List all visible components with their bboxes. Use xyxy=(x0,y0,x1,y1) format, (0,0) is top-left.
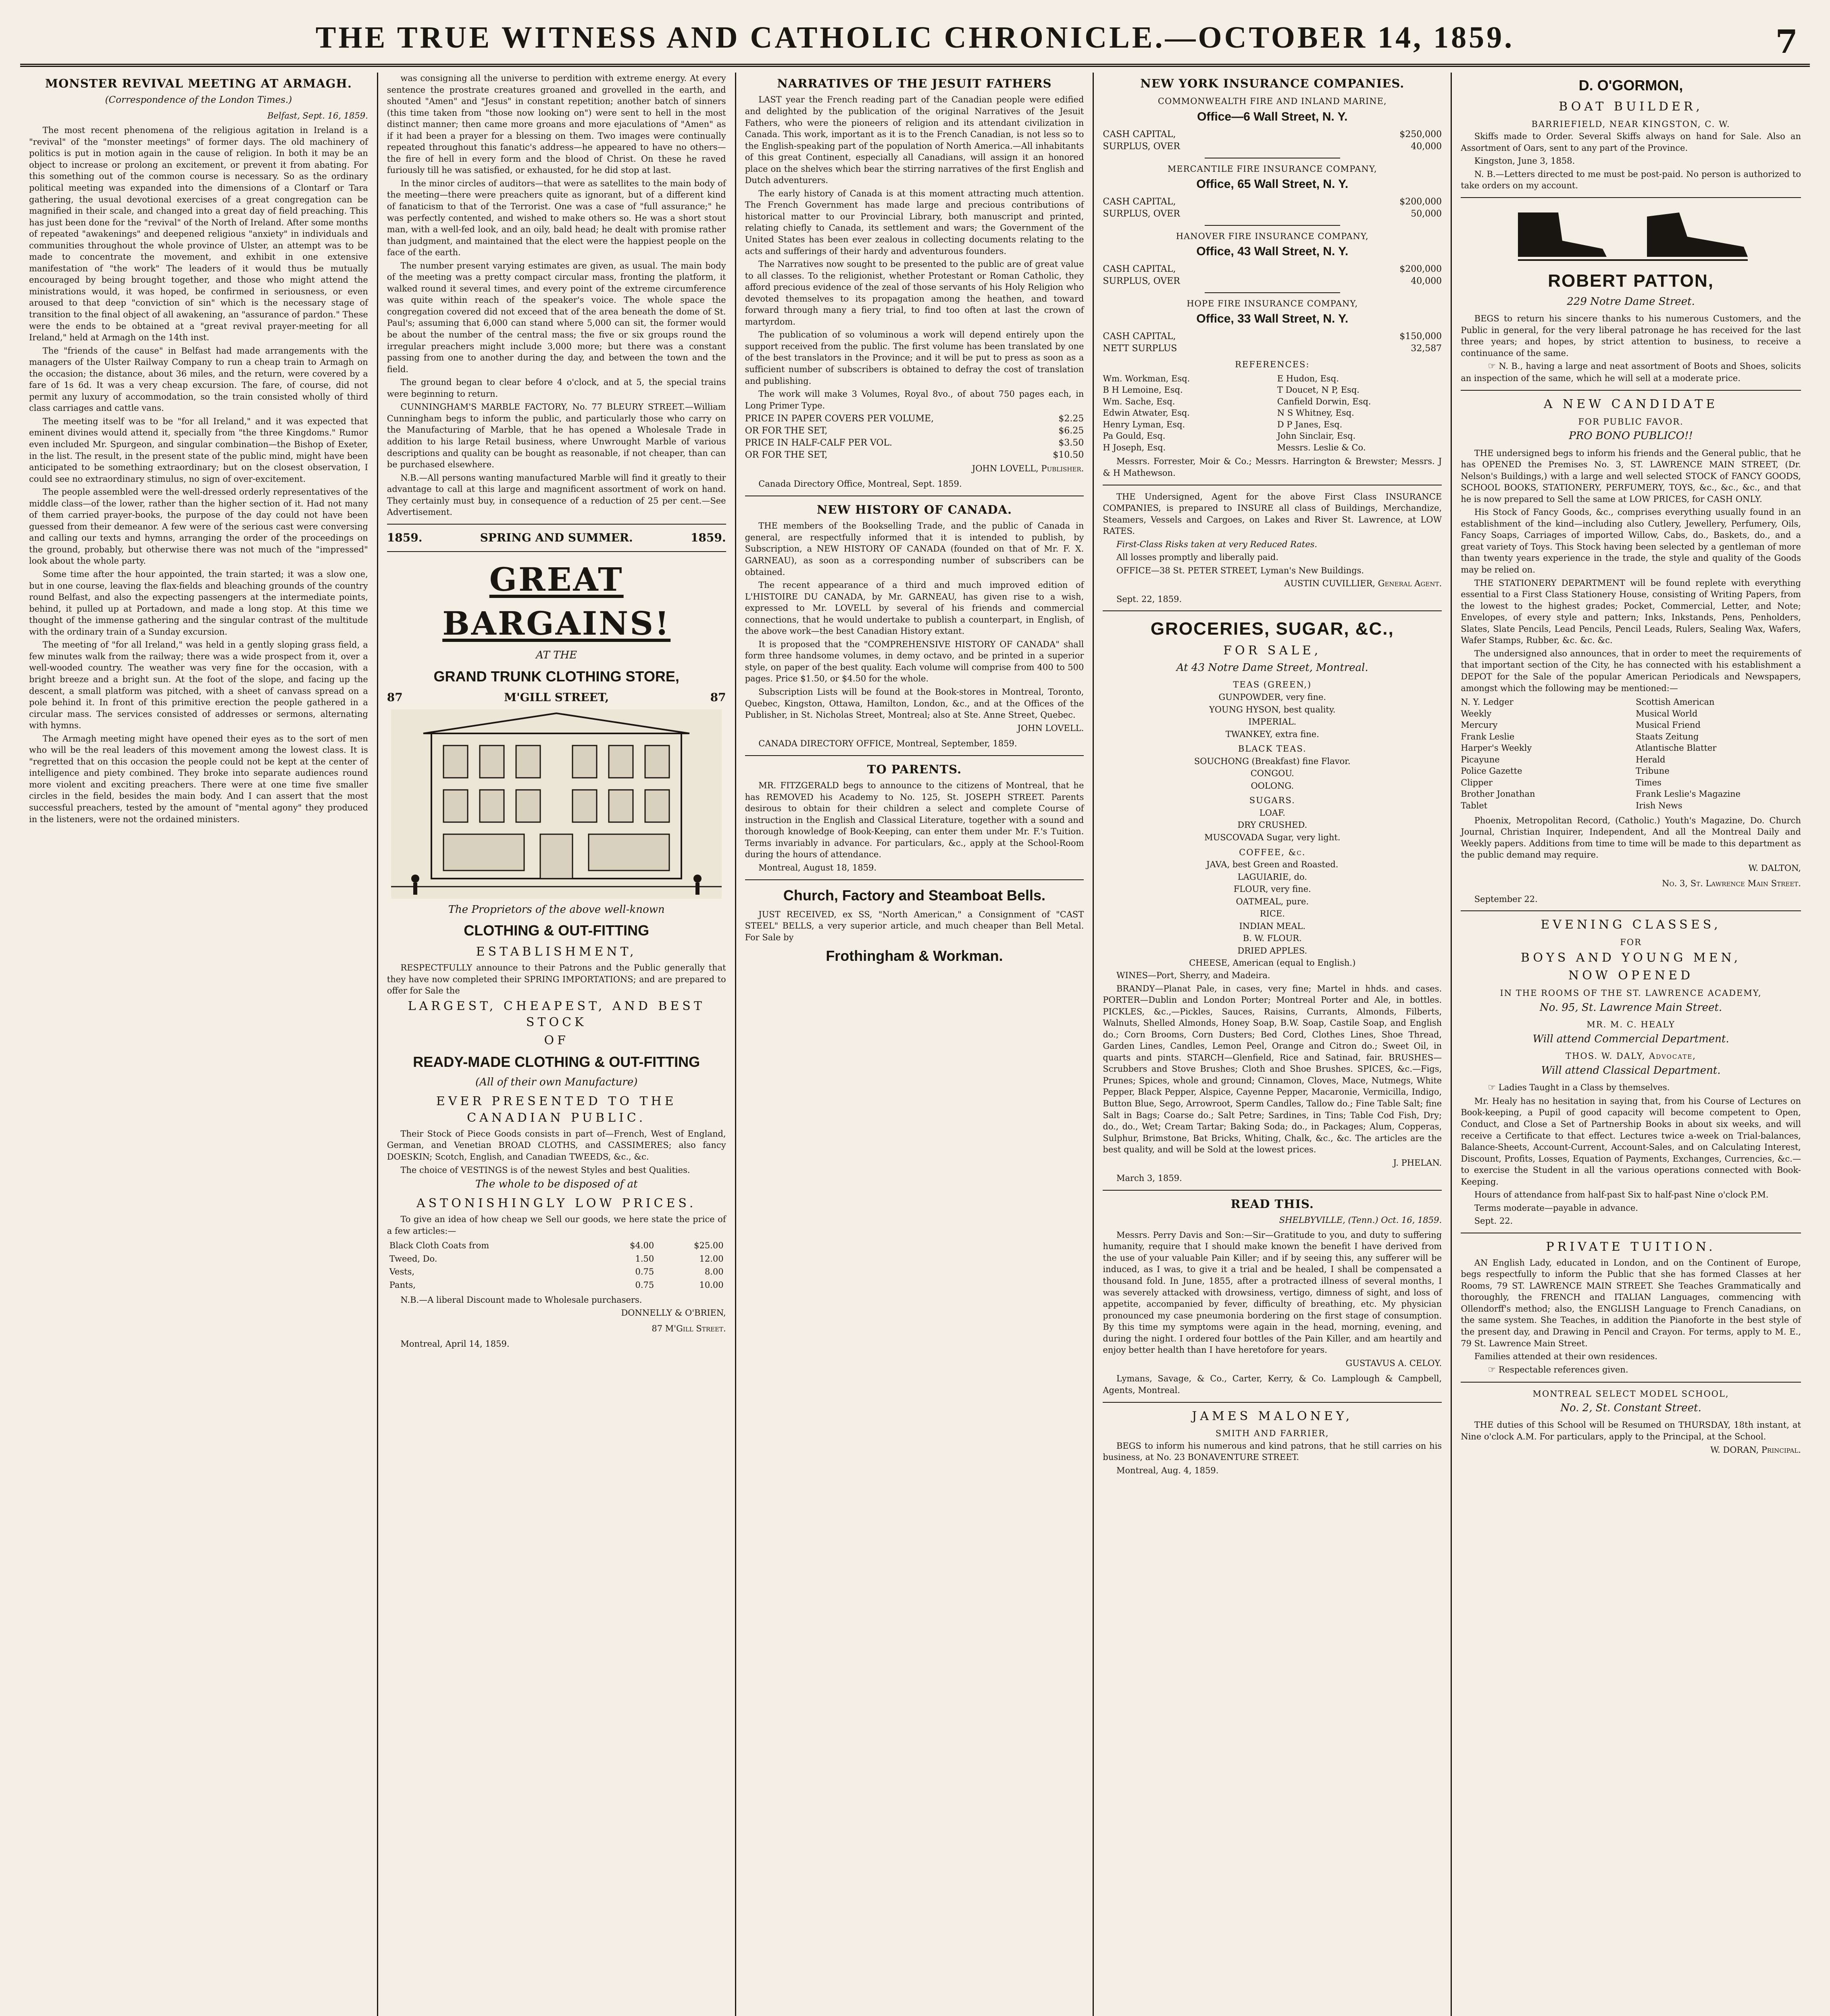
candidate-subtitle: FOR PUBLIC FAVOR. xyxy=(1578,417,1684,427)
dateline: Kingston, June 3, 1858. xyxy=(1474,156,1575,166)
paragraph: JUST RECEIVED, ex SS, "North American," a Consignment of "CAST STEEL" BELLS, a very superior article, and much cheaper than Bell Metal. For Sale by xyxy=(745,909,1084,942)
low-prices: ASTONISHINGLY LOW PRICES. xyxy=(416,1196,697,1211)
signature-address: No. 3, St. Lawrence Main Street. xyxy=(1662,879,1801,889)
column-3 xyxy=(736,73,1094,2016)
paragraph: N. B.—Letters directed to me must be post-paid. No person is authorized to take orders on my account. xyxy=(1461,169,1801,191)
paragraph: The meeting of "for all Ireland," was held in a gently sloping grass field, a few minutes walk from the railway; there was a wide prospect from it, over a well-wooded country. The weather was very fine for the occasion, with a bright breeze and a bright sun. At the foot of the slope, and facing up the descent, a small platform was pitched, with a sheet of canvass spread on a pole behind it. In front of this primitive erection the people gathered in a circular mass. The services consisted of addresses or sermons, alternating with hymns. xyxy=(29,640,368,731)
list-item: Weekly xyxy=(1461,708,1492,719)
page-number: 7 xyxy=(1775,23,1798,60)
reference: Henry Lyman, Esq. xyxy=(1103,419,1185,429)
paragraph: To give an idea of how cheap we Sell our goods, we here state the price of a few articles:— xyxy=(387,1214,726,1236)
paragraph: The most recent phenomena of the religious agitation in Ireland is a "revival" of the "monster meetings" of former days. The old machinery of politics is put in motion again in the cause of religion. In both it may be an object to increase or prolong an excitement, or prevent it from abating. For this something out of the common course is necessary. So as the ordinary political meeting was expanded into the dimensions of a Clontarf or Tara gathering, the usual devotional exercises of a great congregation can be magnified in their scale, and changed into a great day of field preaching. This has just been done for the "revival" of the North of Ireland. After some months of repeated "awakenings" and deepened religious "anxiety" in individuals and communities throughout the whole province of Ulster, an attempt was to be made to concentrate the movement, and exhibit in one extensive manifestation of "the work" The leaders of it would thus be mutually encouraged by being brought together, and those who might attend the ministrations would, it was hoped, be confirmed in seriousness, or even aroused to that deep "conviction of sin" which is the necessary stage of transition to the final object of all awakening, an "assurance of pardon." These were the ends to be obtained at a "great revival prayer-meeting for all Ireland," held at Armagh on the 14th inst. xyxy=(29,125,368,343)
dateline: March 3, 1859. xyxy=(1116,1173,1182,1183)
paragraph: Messrs. Perry Davis and Son:—Sir—Gratitude to you, and duty to suffering humanity, require that I should make known the benefit I have derived from the use of your valuable Pain Killer; and if by seeing this, any sufferer will be induced, as I was, to give it a trial and be healed, I shall be compensated a thousand fold. In June, 1855, after a protracted illness of several months, I was severely attacked with drowsiness, vertigo, dimness of sight, and loss of appetite, accompanied by fever, difficulty of breathing, etc. My physician pronounced my case pneumonia bordering on the first stage of consumption. By this time my symptoms were again in the head, morning, evening, and during the night. I ordered four bottles of the Pain Killer, and am heartily and enjoy better health than I have heretofore for years. xyxy=(1103,1230,1442,1355)
manufacture-note: (All of their own Manufacture) xyxy=(475,1076,638,1088)
paragraph: OFFICE—38 St. PETER STREET, Lyman's New Buildings. xyxy=(1116,565,1364,575)
paragraph: Subscription Lists will be found at the Book-stores in Montreal, Toronto, Quebec, Kingston, Ottawa, Hamilton, London, &c., and at the Offices of the Publisher, in St. Nicholas Street, Montreal; also at Ste. Anne Street, Quebec. xyxy=(745,687,1084,720)
teacher-name: MR. M. C. HEALY xyxy=(1586,1020,1675,1030)
pointing-hand-icon: ☞ xyxy=(1488,1083,1496,1093)
table-row: Vests, 0.75 8.00 xyxy=(389,1267,724,1277)
reference: H Joseph, Esq. xyxy=(1103,442,1166,452)
dateline: Sept. 22. xyxy=(1474,1216,1513,1226)
school-title: MONTREAL SELECT MODEL SCHOOL, xyxy=(1532,1389,1729,1399)
divider xyxy=(1461,197,1801,198)
divider xyxy=(1461,1382,1801,1383)
divider xyxy=(1103,1190,1442,1191)
boat-builder-title: BOAT BUILDER, xyxy=(1559,99,1703,114)
table-row: Pants, 0.75 10.00 xyxy=(389,1280,724,1290)
price-table xyxy=(387,1239,726,1291)
evening-now-open: NOW OPENED xyxy=(1568,968,1694,983)
paragraph: THE duties of this School will be Resumed on THURSDAY, 18th instant, at Nine o'clock A.M. For particulars, apply to the Principal, at the School. xyxy=(1461,1420,1801,1441)
company-name: HANOVER FIRE INSURANCE COMPANY, xyxy=(1176,231,1369,241)
surplus-line: SURPLUS, OVER 50,000 xyxy=(1103,208,1442,219)
list-item: Staats Zeitung xyxy=(1636,731,1699,741)
list-item: Picayune xyxy=(1461,754,1500,764)
insurance-company xyxy=(1103,298,1442,355)
insurance-company xyxy=(1103,231,1442,287)
reference: Pa Gould, Esq. xyxy=(1103,431,1166,441)
reference: B H Lemoine, Esq. xyxy=(1103,385,1183,395)
column-2 xyxy=(378,73,736,2016)
company-name: HOPE FIRE INSURANCE COMPANY, xyxy=(1187,298,1358,308)
paragraph: AN English Lady, educated in London, and on the Continent of Europe, begs respectfully to inform the Public that she has formed Classes at her Rooms, 79 ST. LAWRENCE MAIN STREET. She Teaches Grammatically and thoroughly, the FRENCH and ITALIAN Languages, commencing with Ollendorff's method; also, the ENGLISH Language to French Canadians, on the same system. She Teaches, in addition the Pianoforte in the best style of the present day, and Drawing in Pencil and Crayon. For terms, apply to M. E., 79 St. Lawrence Main Street. xyxy=(1461,1258,1801,1348)
paragraph: BEGS to return his sincere thanks to his numerous Customers, and the Public in general, for the very liberal patronage he has received for the last three years; and hopes, by strict attention to business, to receive a continuance of the same. xyxy=(1461,314,1801,358)
divider xyxy=(1103,610,1442,611)
goods-list xyxy=(1103,756,1442,792)
paragraph: All losses promptly and liberally paid. xyxy=(1116,552,1279,562)
list-item: FLOUR, very fine. xyxy=(1233,884,1311,894)
list-item: CHEESE, American (equal to English.) xyxy=(1189,958,1356,968)
article-title: MONSTER REVIVAL MEETING AT ARMAGH. xyxy=(45,77,352,90)
firm-name: DONNELLY & O'BRIEN, xyxy=(621,1308,726,1318)
paragraph: Their Stock of Piece Goods consists in part of—French, West of England, German, and Venetian BROAD CLOTHS, and CASSIMERES; also fancy DOESKIN; Scotch, English, and Canadian TWEEDS, &c., &c. xyxy=(387,1129,726,1162)
divider xyxy=(387,524,726,525)
price-line: OR FOR THE SET, $10.50 xyxy=(745,450,1084,460)
teacher-department: Will attend Commercial Department. xyxy=(1532,1033,1729,1045)
illustration-caption: The Proprietors of the above well-known xyxy=(448,903,665,916)
list-item: TWANKEY, extra fine. xyxy=(1225,729,1319,739)
list-item: Police Gazette xyxy=(1461,766,1522,776)
boot-icon xyxy=(1502,204,1760,265)
dateline: September 22. xyxy=(1474,894,1538,904)
column-4 xyxy=(1094,73,1452,2016)
list-item: Musical World xyxy=(1636,708,1698,719)
surplus-line: SURPLUS, OVER 40,000 xyxy=(1103,276,1442,286)
evening-address: No. 95, St. Lawrence Main Street. xyxy=(1539,1001,1722,1014)
reference: Canfield Dorwin, Esq. xyxy=(1277,396,1371,406)
divider xyxy=(745,879,1084,880)
firm-address: 87 M'Gill Street. xyxy=(652,1323,726,1333)
list-item: JAVA, best Green and Roasted. xyxy=(1206,860,1339,870)
paragraph: The ground began to clear before 4 o'clock, and at 5, the special trains were beginning to return. xyxy=(387,377,726,399)
list-item: Frank Leslie's Magazine xyxy=(1636,789,1741,799)
paragraph: Hours of attendance from half-past Six to half-past Nine o'clock P.M. xyxy=(1474,1190,1769,1200)
groceries-address: At 43 Notre Dame Street, Montreal. xyxy=(1176,662,1368,674)
list-item: Irish News xyxy=(1636,800,1682,810)
list-item: Tribune xyxy=(1636,766,1670,776)
paragraph: THE members of the Bookselling Trade, and the public of Canada in general, are respectfully informed that it is intended to publish, by Subscription, a NEW HISTORY OF CANADA (founded on that of Mr. F. X. GARNEAU), as soon as a corresponding number of subscribers can be obtained. xyxy=(745,521,1084,577)
list-item: Harper's Weekly xyxy=(1461,743,1532,753)
paragraph: The recent appearance of a third and much improved edition of L'HISTOIRE DU CANADA, by Mr. GARNEAU, has given rise to a wish, expressed to Mr. LOVELL by several of his friends and commercial connections, that he would undertake to publish a counterpart, in English, of the above work—the best Canadian History extant. xyxy=(745,580,1084,636)
paragraph: THE undersigned begs to inform his friends and the General public, that he has OPENED the Premises No. 3, ST. LAWRENCE MAIN STREET, (Dr. Nelson's Buildings,) with a large and well selected STOCK of FANCY GOODS, SCHOOL BOOKS, STATIONERY, PERFUMERY, TOYS, &c., &c., &c., and that he is now prepared to Sell the same at LOW PRICES, for CASH ONLY. xyxy=(1461,448,1801,504)
great-bargains-headline: GREAT BARGAINS! xyxy=(442,560,671,642)
office-line: Canada Directory Office, Montreal, Sept. 1859. xyxy=(758,479,962,489)
list-item: CONGOU. xyxy=(1250,768,1294,779)
paragraph: ☞ Ladies Taught in a Class by themselves. xyxy=(1461,1082,1801,1094)
signature: JOHN LOVELL. xyxy=(1017,723,1084,733)
divider xyxy=(1205,292,1340,293)
paragraph: Terms moderate—payable in advance. xyxy=(1474,1203,1638,1213)
list-item: INDIAN MEAL. xyxy=(1239,921,1306,931)
store-street xyxy=(387,690,726,705)
list-item: OOLONG. xyxy=(1251,781,1294,791)
smith-subtitle: SMITH AND FARRIER, xyxy=(1215,1429,1329,1439)
paragraph: The work will make 3 Volumes, Royal 8vo., of about 750 pages each, in Long Primer Type. xyxy=(745,389,1084,410)
establishment-subtitle: ESTABLISHMENT, xyxy=(476,945,637,959)
store-name: GRAND TRUNK CLOTHING STORE, xyxy=(433,668,679,685)
article-title: NARRATIVES OF THE JESUIT FATHERS xyxy=(777,77,1052,90)
reference: T Doucet, N P, Esq. xyxy=(1277,385,1359,395)
of-label: OF xyxy=(544,1033,569,1048)
paragraph: Some time after the hour appointed, the train started; it was a slow one, but in one course, leaving the flax-fields and bleaching grounds of the country round Belfast, and also the expecting passengers at the intermediate points, behind, it pulled up at Portadown, and made a long stop. At this time we thought of the immense gathering and the singular contrast of the multitude with the ordinary train of a Sunday excursion. xyxy=(29,569,368,637)
readymade-heading: READY-MADE CLOTHING & OUT-FITTING xyxy=(413,1053,700,1070)
tuition-title: PRIVATE TUITION. xyxy=(1546,1239,1716,1254)
goods-heading: TEAS (GREEN,) xyxy=(1233,680,1312,690)
list-item: Scottish American xyxy=(1636,697,1715,707)
paragraph: The publication of so voluminous a work will depend entirely upon the support received from the public. The first volume has been translated by one of the best translators in the Province; and it will be put to press as soon as a sufficient number of subscribers is obtained to defray the cost of translation and publishing. xyxy=(745,330,1084,386)
divider xyxy=(1205,225,1340,226)
signature: W. DALTON, xyxy=(1748,863,1801,873)
agent-signature: AUSTIN CUVILLIER, General Agent. xyxy=(1284,579,1442,589)
goods-heading: BLACK TEAS. xyxy=(1238,744,1307,754)
price-line: PRICE IN PAPER COVERS PER VOLUME, $2.25 xyxy=(745,414,1084,424)
paragraph: Lymans, Savage, & Co., Carter, Kerry, & Co. Lamplough & Campbell, Agents, Montreal. xyxy=(1103,1374,1442,1395)
ever-presented: EVER PRESENTED TO THE CANADIAN PUBLIC. xyxy=(436,1094,677,1125)
list-item: Atlantische Blatter xyxy=(1636,743,1717,753)
list-item: Frank Leslie xyxy=(1461,731,1515,741)
school-address: No. 2, St. Constant Street. xyxy=(1560,1402,1701,1414)
paragraph: The "friends of the cause" in Belfast had made arrangements with the managers of the Ulster Railway Company to run a cheap train to Armagh on the occasion; the distance, about 36 miles, and the return, were covered by a fare of 1s 6d. It was a very cheap excursion. The fare, of course, did not permit any luxury of accommodation, so the train consisted wholly of third class carriages and cattle vans. xyxy=(29,346,368,413)
goods-list xyxy=(1103,859,1442,969)
largest-stock: LARGEST, CHEAPEST, AND BEST STOCK xyxy=(408,999,705,1030)
list-item: DRIED APPLES. xyxy=(1237,946,1307,956)
paragraph: Mr. Healy has no hesitation in saying that, from his Course of Lectures on Book-keeping, a Pupil of good capacity will become competent to Open, Conduct, and Close a Set of Partnership Books in about six weeks, and will receive a Certificate to that effect. Lectures twice a-week on Trial-balances, Balance-Sheets, Account-Current, Account-Sales, and on Calculating Interest, Discount, Profits, Losses, Equation of Payments, Exchanges, Currencies, &c.—to exercise the Student in all the various operations connected with Book-Keeping. xyxy=(1461,1096,1801,1187)
goods-list xyxy=(1103,807,1442,843)
street-name: M'GILL STREET, xyxy=(504,690,609,704)
capital-line: CASH CAPITAL, $250,000 xyxy=(1103,129,1442,140)
season-line xyxy=(387,530,726,546)
column-5 xyxy=(1452,73,1810,2016)
paragraph: First-Class Risks taken at very Reduced Rates. xyxy=(1116,539,1318,549)
patton-address: 229 Notre Dame Street. xyxy=(1567,295,1695,308)
masthead-title: THE TRUE WITNESS AND CATHOLIC CHRONICLE.—OCTOBER 14, 1859. xyxy=(315,20,1515,54)
paragraph: BRANDY—Planat Pale, in cases, very fine; Martel in hhds. and cases. PORTER—Dublin and London Porter; Montreal Porter and Ale, in bottles. PICKLES, &c.,—Pickles, Sauces, Raisins, Currants, Almonds, Filberts, Walnuts, Shelled Almonds, Honey Soap, B.W. Soap, Castile Soap, and English do.; Corn Brooms, Corn Dusters; Bed Cord, Clothes Lines, Shoe Thread, Garden Lines, Candles, Lemon Peel, Orange and Citron do.; Sweet Oil, in quarts and pints. STARCH—Glenfield, Rice and Satinad, fair. BRUSHES—Scrubbers and Stove Brushes; Cloth and Shoe Brushes. SPICES, &c.—Figs, Prunes; Spices, whole and ground; Cinnamon, Cloves, Mace, Nutmegs, White Pepper, Black Pepper, Alspice, Cayenne Pepper, Macaronie, Vermicilla, Indigo, Button Blue, Sego, Arrowroot, Sperm Candles, Tallow do.; Fine Table Salt; fine Salt in Bags; Coarse do.; Salt Petre; Sardines, in Tins; Table Cod Fish, Dry; do., do., Wet; Cream Tartar; Baking Soda; do., in Packages; Alum, Copperas, Sulphur, Brimstone, Bat Bricks, Whiting, Chalk, &c., &c. The articles are the best quality, and will be Sold at the lowest prices. xyxy=(1103,983,1442,1155)
list-item: MUSCOVADA Sugar, very light. xyxy=(1204,833,1341,842)
divider xyxy=(745,755,1084,756)
paragraph: N.B.—A liberal Discount made to Wholesale purchasers. xyxy=(400,1295,642,1305)
paragraph: Messrs. Forrester, Moir & Co.; Messrs. Harrington & Brewster; Messrs. J & H Mathewson. xyxy=(1103,456,1442,478)
paragraph: Families attended at their own residences. xyxy=(1474,1352,1657,1362)
price-line: PRICE IN HALF-CALF PER VOL. $3.50 xyxy=(745,438,1084,448)
bells-firm: Frothingham & Workman. xyxy=(826,948,1003,964)
paragraph: WINES—Port, Sherry, and Madeira. xyxy=(1116,971,1270,981)
insurance-company xyxy=(1103,96,1442,152)
reference: Wm. Sache, Esq. xyxy=(1103,396,1175,406)
paragraph: The number present varying estimates are given, as usual. The main body of the meeting was a pretty compact circular mass, fronting the platform, it walked round it several times, and every point of the extreme circumference was quite within reach of the speaker's voice. The whole space the congregation covered did not exceed that of the area beneath the dome of St. Paul's; assuming that 6,000 can stand where 5,000 can sit, the former would be about the number of the central mass; the five or six groups round the irregular preachers might include 3,000 more; but there was a constant passing from one to another during the day, and between the town and the field. xyxy=(387,260,726,374)
patton-name: ROBERT PATTON, xyxy=(1548,271,1714,291)
paragraph: The undersigned also announces, that in order to meet the requirements of that important section of the City, he has connected with his establishment a DEPOT for the Sale of the popular American Periodicals and Newspapers, amongst which the following may be mentioned:— xyxy=(1461,648,1801,693)
list-item: IMPERIAL. xyxy=(1248,717,1297,727)
reference: N S Whitney, Esq. xyxy=(1277,408,1354,418)
surplus-line: SURPLUS, OVER 40,000 xyxy=(1103,141,1442,152)
teacher-department: Will attend Classical Department. xyxy=(1541,1064,1721,1077)
season-year-right: 1859. xyxy=(690,531,726,544)
evening-for: FOR xyxy=(1620,937,1642,948)
paragraph: MR. FITZGERALD begs to announce to the citizens of Montreal, that he has REMOVED his Academy to No. 125, St. JOSEPH STREET. Parents desirous to obtain for their children a select and complete Course of instruction in the English and Classical Literature, together with a sound and thorough knowledge of Book-Keeping, can enter them under Mr. F.'s Tuition. Terms invariably in advance. For particulars, &c., apply at the School-Room during the hours of attendance. xyxy=(745,781,1084,860)
dateline: Montreal, Aug. 4, 1859. xyxy=(1116,1465,1219,1475)
pointing-hand-icon: ☞ xyxy=(1488,361,1496,372)
article-title: TO PARENTS. xyxy=(867,762,962,776)
teacher-name: THOS. W. DALY, Advocate, xyxy=(1566,1051,1696,1061)
reference: Messrs. Leslie & Co. xyxy=(1277,442,1366,452)
groceries-title: GROCERIES, SUGAR, &C., xyxy=(1150,619,1394,639)
dateline: Sept. 22, 1859. xyxy=(1116,594,1182,604)
paragraph: LAST year the French reading part of the Canadian people were edified and delighted by the publication of the original Narratives of the Jesuit Fathers, who were the pioneers of religion and its attendant civilization in Canada. This work, important as it is to the French Canadian, is not less so to the English-speaking part of the population of North America.—All inhabitants of this great Continent, especially all Canadians, will assign it an honored place on the shelves which bear the stirring narratives of the first English and Dutch adventurers. xyxy=(745,95,1084,185)
reference: Edwin Atwater, Esq. xyxy=(1103,408,1190,418)
paragraph: The people assembled were the well-dressed orderly representatives of the middle class—of the lower, rather than the higher section of it. Had not many of them carried prayer-books, the purpose of the day could not have been guessed from their demeanor. A few were of the serious cast were conversing and calling our texts and hymns, arranging the order of the proceedings on the ground, probably, but otherwise there was not much of the "impressed" look about the whole party. xyxy=(29,487,368,566)
paragraph: Phoenix, Metropolitan Record, (Catholic.) Youth's Magazine, Do. Church Journal, Christian Inquirer, Independent, And all the Montreal Daily and Weekly papers. Additions from time to time will be made to this department as the public demand may require. xyxy=(1461,815,1801,860)
signature: GUSTAVUS A. CELOY. xyxy=(1345,1358,1442,1368)
list-item: LAGUIARIE, do. xyxy=(1237,872,1307,882)
paragraph: In the minor circles of auditors—that were as satellites to the main body of the meeting—there were preachers quite as ignorant, but of a different kind of fanaticism to that of the Terrorist. One was a case of "full assurance;" he was perfectly contented, and wished to make others so. He was a short stout man, with a well-fed look, and an oily, bald head; he dealt with promise rather than judgment, and maintained that the elect were the happiest people on the face of the earth. xyxy=(387,178,726,258)
goods-list xyxy=(1103,691,1442,740)
table-row: Black Cloth Coats from $4.00 $25.00 xyxy=(389,1241,724,1251)
capital-line: CASH CAPITAL, $150,000 xyxy=(1103,331,1442,342)
table-row: Tweed, Do. 1.50 12.00 xyxy=(389,1254,724,1264)
goods-heading: SUGARS. xyxy=(1249,796,1295,806)
masthead xyxy=(20,11,1810,67)
evening-classes-title: EVENING CLASSES, xyxy=(1541,918,1721,932)
firm-date: Montreal, April 14, 1859. xyxy=(400,1339,510,1349)
column-1 xyxy=(20,73,378,2016)
paragraph: The Armagh meeting might have opened their eyes as to the sort of men who will be the real leaders of this movement among the lowest class. It is "regretted that on this occasion the people could not be kept at the center of intelligence and piety combined. They broke into separate audiences round more violent and exciting preachers. There were at one time five smaller circles in the field, besides the main body. And I can assert that the most successful preachers, tested by the amount of "mental agony" they produced in the listeners, were not the ordained ministers. xyxy=(29,733,368,824)
smith-title: JAMES MALONEY, xyxy=(1192,1409,1353,1423)
pro-bono: PRO BONO PUBLICO!! xyxy=(1569,430,1693,442)
company-office: Office—6 Wall Street, N. Y. xyxy=(1197,110,1348,123)
columns xyxy=(20,73,1810,2016)
article-subtitle: (Correspondence of the London Times.) xyxy=(105,95,292,106)
establishment-title: CLOTHING & OUT-FITTING xyxy=(464,922,650,939)
price-line: OR FOR THE SET, $6.25 xyxy=(745,426,1084,436)
street-number-right: 87 xyxy=(710,690,726,704)
marble-ad: CUNNINGHAM'S MARBLE FACTORY, No. 77 BLEURY STREET.—William Cunningham begs to inform the public, and particularly those who carry on the Manufacturing of Marble, that he has opened a Wholesale Trade in addition to his large Retail business, where Unwrought Marble of various descriptions and quality can be bought as reasonable, if not cheaper, than can be purchased elsewhere. xyxy=(387,402,726,470)
paragraph: THE STATIONERY DEPARTMENT will be found replete with everything essential to a First Class Stationery House, consisting of Writing Papers, from the lowest to the highest grades; Pocket, Commercial, Letter, and Note; Envelopes, of every style and pattern; Inks, Inkstands, Pens, Penholders, Slates, Slate Pencils, Lead Pencils, Pencil Leads, Rulers, Sealing Wax, Wafers, Wafer Stamps, Rubber, &c. &c. &c. xyxy=(1461,578,1801,646)
surplus-line: NETT SURPLUS 32,587 xyxy=(1103,344,1442,354)
capital-line: CASH CAPITAL, $200,000 xyxy=(1103,264,1442,275)
groceries-for-sale: FOR SALE, xyxy=(1223,644,1322,658)
marble-note: N.B.—All persons wanting manufactured Marble will find it greatly to their advantage to call at this large and magnificent assortment of work on hand. They certainly must buy, in consequence of a reduction of 25 per cent.—See Advertisement. xyxy=(387,473,726,517)
grocer-signature: J. PHELAN. xyxy=(1393,1158,1442,1168)
company-office: Office, 33 Wall Street, N. Y. xyxy=(1196,312,1349,326)
office-line: CANADA DIRECTORY OFFICE, Montreal, September, 1859. xyxy=(758,739,1017,749)
insurance-heading: NEW YORK INSURANCE COMPANIES. xyxy=(1140,77,1405,90)
references-title: REFERENCES: xyxy=(1235,360,1310,370)
boat-builder-place: BARRIEFIELD, NEAR KINGSTON, C. W. xyxy=(1531,119,1730,129)
paragraph: THE Undersigned, Agent for the above First Class INSURANCE COMPANIES, is prepared to INSURE all class of Buildings, Merchandize, Steamers, Vessels and Cargoes, on Lakes and River St. Lawrence, at LOW RATES. xyxy=(1103,492,1442,536)
list-item: DRY CRUSHED. xyxy=(1237,820,1307,830)
dateline: SHELBYVILLE, (Tenn.) Oct. 16, 1859. xyxy=(1279,1215,1442,1225)
article-title: READ THIS. xyxy=(1230,1197,1314,1211)
capital-line: CASH CAPITAL, $200,000 xyxy=(1103,196,1442,207)
street-number-left: 87 xyxy=(387,690,403,704)
list-item: Musical Friend xyxy=(1636,720,1701,730)
paragraph: ☞ N. B., having a large and neat assortment of Boots and Shoes, solicits an inspection of the same, which he will sell at a moderate price. xyxy=(1461,361,1801,383)
list-item: Brother Jonathan xyxy=(1461,789,1535,799)
signature: W. DORAN, Principal. xyxy=(1710,1445,1801,1455)
reference: D P Janes, Esq. xyxy=(1277,419,1343,429)
list-item: LOAF. xyxy=(1259,808,1285,818)
signature: JOHN LOVELL, Publisher. xyxy=(972,463,1084,473)
dateline: Montreal, August 18, 1859. xyxy=(758,863,877,873)
bells-title: Church, Factory and Steamboat Bells. xyxy=(783,887,1046,904)
divider xyxy=(1461,910,1801,911)
store-building-illustration xyxy=(391,709,722,899)
periodicals-list xyxy=(1461,696,1801,811)
pointing-hand-icon: ☞ xyxy=(1488,1364,1496,1375)
reference: John Sinclair, Esq. xyxy=(1277,431,1356,441)
paragraph: The Narratives now sought to be presented to the public are of great value to all classes. To the religionist, whether Protestant or Roman Catholic, they afford precious evidence of the zeal of those servants of his Holy Religion who devoted themselves to its propagation among the heathen, and toward forward through many a fiery trial, to find too often at last the crown of martyrdom. xyxy=(745,259,1084,327)
company-office: Office, 43 Wall Street, N. Y. xyxy=(1196,245,1349,258)
list-item: OATMEAL, pure. xyxy=(1236,896,1309,906)
list-item: Mercury xyxy=(1461,720,1498,730)
evening-boys: BOYS AND YOUNG MEN, xyxy=(1520,950,1741,965)
price-lines xyxy=(745,413,1084,461)
whole-disposed: The whole to be disposed of at xyxy=(475,1178,638,1191)
insurance-company xyxy=(1103,163,1442,220)
list-item: Tablet xyxy=(1461,800,1488,810)
company-name: COMMONWEALTH FIRE AND INLAND MARINE, xyxy=(1158,96,1387,106)
list-item: N. Y. Ledger xyxy=(1461,697,1514,707)
paragraph: It is proposed that the "COMPREHENSIVE HISTORY OF CANADA" shall form three handsome volumes, in demy octavo, and be printed in a superior style, on paper of the best quality. Each volume will comprise from 400 to 500 pages. Price $1.50, or $4.50 for the whole. xyxy=(745,639,1084,684)
list-item: B. W. FLOUR. xyxy=(1243,933,1302,943)
list-item: SOUCHONG (Breakfast) fine Flavor. xyxy=(1194,756,1351,766)
list-item: YOUNG HYSON, best quality. xyxy=(1209,704,1336,714)
company-name: MERCANTILE FIRE INSURANCE COMPANY, xyxy=(1167,164,1377,174)
goods-heading: COFFEE, &c. xyxy=(1239,847,1306,857)
divider xyxy=(1103,1402,1442,1403)
candidate-title: A NEW CANDIDATE xyxy=(1543,397,1718,411)
boat-builder-name: D. O'GORMON, xyxy=(1578,77,1683,94)
paragraph: His Stock of Fancy Goods, &c., comprises everything usually found in an establishment of the kind—including also Cutlery, Jewellery, Perfumery, Oils, Fancy Soaps, Carriages of imported Willow, Cabs, do., Baskets, do., and a great variety of Toys. This Stock having been selected by a gentleman of more than twenty years experience in the trade, the style and quality of the Goods may be relied on. xyxy=(1461,507,1801,575)
paragraph: The meeting itself was to be "for all Ireland," and it was expected that eminent divines would attend it, specially from "the three Kingdoms." Rumor even included Mr. Spurgeon, and singular combination—the Bishop of Exeter, in the list. The result, in the present state of the public mind, might have been anticipated to be something extraordinary; but on the closest observation, I could see no extraordinary stimulus, no sign of over-excitement. xyxy=(29,416,368,484)
list-item: GUNPOWDER, very fine. xyxy=(1218,692,1326,702)
reference: Wm. Workman, Esq. xyxy=(1103,373,1190,383)
list-item: Times xyxy=(1636,777,1661,787)
company-office: Office, 65 Wall Street, N. Y. xyxy=(1196,177,1349,191)
list-item: Herald xyxy=(1636,754,1666,764)
paragraph: RESPECTFULLY announce to their Patrons and the Public generally that they have now completed their SPRING IMPORTATIONS; and are prepared to offer for Sale the xyxy=(387,962,726,996)
paragraph: Skiffs made to Order. Several Skiffs always on hand for Sale. Also an Assortment of Oars, sent to any part of the Province. xyxy=(1461,131,1801,153)
list-item: RICE. xyxy=(1260,909,1285,919)
list-item: Clipper xyxy=(1461,777,1493,787)
reference: E Hudon, Esq. xyxy=(1277,373,1339,383)
divider xyxy=(1461,390,1801,391)
paragraph: The choice of VESTINGS is of the newest Styles and best Qualities. xyxy=(400,1165,690,1175)
paragraph: BEGS to inform his numerous and kind patrons, that he still carries on his business, at No. 23 BONAVENTURE STREET. xyxy=(1103,1441,1442,1462)
article-title: NEW HISTORY OF CANADA. xyxy=(816,502,1012,516)
paragraph: was consigning all the universe to perdition with extreme energy. At every sentence the prostrate creatures groaned and grovelled in the earth, and shouted "Amen" and "Jesus" in constant repetition; another batch of sinners (this time taken from "those now looking on") were sent to hell in the most distinct manner; then came more groans and more ejaculations of "Amen" as if it had been a prayer for a blessing on them. Two images were continually repeated throughout this fanatic's address—he appeared to have no others—the fire of hell in every form and the blood of Christ. On these he raved furiously till he was satisfied, or exhausted, for he did stop at last. xyxy=(387,73,726,175)
paragraph: ☞ Respectable references given. xyxy=(1461,1364,1801,1376)
references-list xyxy=(1103,373,1442,454)
paragraph: The early history of Canada is at this moment attracting much attention. The French Government has made large and precious contributions of historical matter to our Provincial Library, both manuscript and printed, relating chiefly to Canada, its settlement and wars; the Government of the United States has been ever zealous in collecting documents relating to the acts and sufferings of their hardy and adventurous founders. xyxy=(745,188,1084,256)
season-name: SPRING AND SUMMER. xyxy=(480,531,633,544)
evening-rooms: IN THE ROOMS OF THE ST. LAWRENCE ACADEMY, xyxy=(1500,988,1762,998)
divider xyxy=(387,551,726,552)
dateline: Belfast, Sept. 16, 1859. xyxy=(267,110,368,121)
at-the: AT THE xyxy=(536,649,577,662)
season-year-left: 1859. xyxy=(387,531,423,544)
